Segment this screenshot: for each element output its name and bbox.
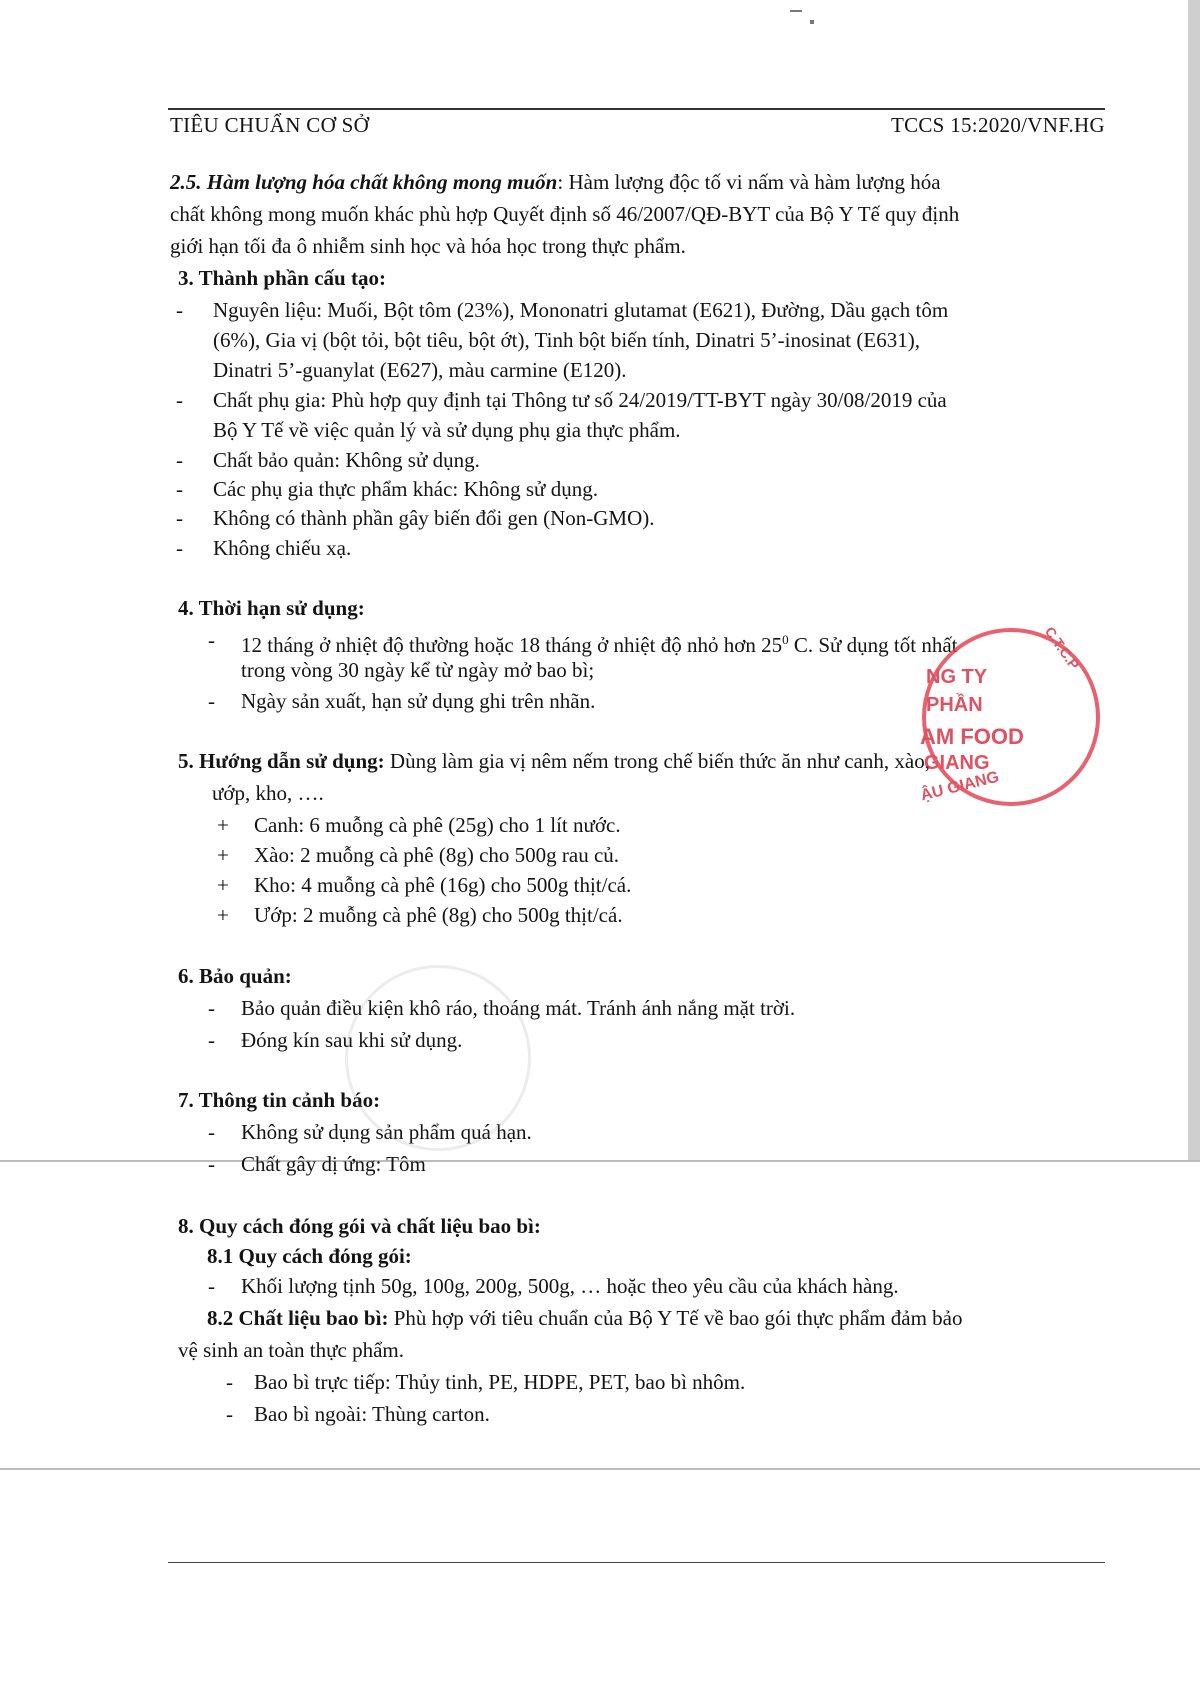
section-5-line2: ướp, kho, …. [212,781,324,805]
packaging-item: Bao bì trực tiếp: Thủy tinh, PE, HDPE, PET, bao bì nhôm. [254,1370,746,1394]
stamp-line: ẬU GIANG [919,768,1001,805]
document-code: TCCS 15:2020/VNF.HG [890,113,1105,137]
additives-line2: Bộ Y Tế về việc quản lý và sử dụng phụ gia thực phẩm. [213,418,681,442]
stamp-line: GIANG [924,752,990,774]
storage-item: Đóng kín sau khi sử dụng. [241,1028,463,1052]
bullet-dash: - [208,1274,215,1298]
scan-speck [790,10,802,12]
plus-bullet: + [217,873,229,897]
non-gmo: Không có thành phần gây biến đổi gen (Non-GMO). [213,506,655,530]
stamp-line: AM FOOD [920,724,1024,749]
usage-item: Canh: 6 muỗng cà phê (25g) cho 1 lít nước. [254,813,621,837]
footer-rule [168,1562,1105,1563]
header-rule [168,108,1105,110]
section-4-title: 4. Thời hạn sử dụng: [178,596,365,620]
bullet-dash: - [208,1152,215,1176]
ingredients-line1: Nguyên liệu: Muối, Bột tôm (23%), Mononatri glutamat (E621), Đường, Dầu gạch tôm [213,298,949,322]
usage-item: Ướp: 2 muỗng cà phê (8g) cho 500g thịt/cá. [254,903,623,927]
page-edge-bottom [0,1160,1200,1162]
section-5-title: 5. Hướng dẫn sử dụng: [178,749,385,773]
section-8-1-title: 8.1 Quy cách đóng gói: [207,1244,412,1268]
warning-item: Không sử dụng sản phẩm quá hạn. [241,1120,532,1144]
plus-bullet: + [217,843,229,867]
stamp-arc-text: C.T.C.P [1041,623,1083,673]
shelf-life-line2: trong vòng 30 ngày kể từ ngày mở bao bì; [241,658,595,682]
section-2-5-line3: giới hạn tối đa ô nhiễm sinh học và hóa học trong thực phẩm. [170,234,686,258]
usage-item: Xào: 2 muỗng cà phê (8g) cho 500g rau củ. [254,843,620,867]
scan-speck [810,20,814,24]
section-2-5-line2: chất không mong muốn khác phù hợp Quyết định số 46/2007/QĐ-BYT của Bộ Y Tế quy định [170,202,960,226]
bullet-dash: - [176,448,183,472]
ingredients-line2: (6%), Gia vị (bột tỏi, bột tiêu, bột ớt), Tinh bột biến tính, Dinatri 5’-inosinat (E631), [213,328,920,352]
section-8-2-line2: vệ sinh an toàn thực phẩm. [178,1338,404,1362]
ingredients-line3: Dinatri 5’-guanylat (E627), màu carmine (E120). [213,358,627,382]
section-7-title: 7. Thông tin cảnh báo: [178,1088,381,1112]
bullet-dash: - [208,1028,215,1052]
section-6-title: 6. Bảo quản: [178,964,292,988]
section-2-5-title: 2.5. Hàm lượng hóa chất không mong muốn [170,170,558,194]
section-8-title: 8. Quy cách đóng gói và chất liệu bao bì: [178,1214,541,1238]
usage-item: Kho: 4 muỗng cà phê (16g) cho 500g thịt/cá. [254,873,632,897]
net-weight: Khối lượng tịnh 50g, 100g, 200g, 500g, … hoặc theo yêu cầu của khách hàng. [241,1274,899,1298]
ghost-stamp [345,965,531,1151]
packaging-item: Bao bì ngoài: Thùng carton. [254,1402,490,1426]
section-2-5-line1: 2.5. Hàm lượng hóa chất không mong muốn: Hàm lượng độc tố vi nấm và hàm lượng hóa [170,170,941,194]
section-8-2-line1: 8.2 Chất liệu bao bì: Phù hợp với tiêu chuẩn của Bộ Y Tế về bao gói thực phẩm đảm bảo [207,1306,963,1330]
bullet-dash: - [208,1120,215,1144]
section-5-line1: 5. Hướng dẫn sử dụng: Dùng làm gia vị nêm nếm trong chế biến thức ăn như canh, xào, [178,749,930,773]
page-break-line [0,1468,1200,1470]
bullet-dash: - [176,536,183,560]
section-3-title: 3. Thành phần cấu tạo: [178,266,386,290]
additives-line1: Chất phụ gia: Phù hợp quy định tại Thông tư số 24/2019/TT-BYT ngày 30/08/2019 của [213,388,947,412]
bullet-dash: - [176,506,183,530]
bullet-dash: - [176,298,183,322]
bullet-dash: - [208,628,215,652]
bullet-dash: - [226,1370,233,1394]
plus-bullet: + [217,813,229,837]
bullet-dash: - [208,689,215,713]
document-category: TIÊU CHUẨN CƠ SỞ [170,113,370,137]
plus-bullet: + [217,903,229,927]
bullet-dash: - [208,996,215,1020]
stamp-line: NG TY [926,666,988,688]
preservatives: Chất bảo quản: Không sử dụng. [213,448,480,472]
bullet-dash: - [226,1402,233,1426]
page-edge [1188,0,1200,1160]
bullet-dash: - [176,388,183,412]
stamp-line: PHẦN [926,694,983,716]
warning-item: Chất gây dị ứng: Tôm [241,1152,426,1176]
no-irradiation: Không chiếu xạ. [213,536,352,560]
bullet-dash: - [176,477,183,501]
shelf-life-line1: 12 tháng ở nhiệt độ thường hoặc 18 tháng ở nhiệt độ nhỏ hơn $25^0$ C. Sử dụng tốt nhất [241,632,958,657]
company-stamp [919,623,1100,806]
section-8-2-title: 8.2 Chất liệu bao bì: [207,1306,389,1330]
other-additives: Các phụ gia thực phẩm khác: Không sử dụng. [213,477,598,501]
production-date-note: Ngày sản xuất, hạn sử dụng ghi trên nhãn. [241,689,596,713]
storage-item: Bảo quản điều kiện khô ráo, thoáng mát. Tránh ánh nắng mặt trời. [241,996,796,1020]
